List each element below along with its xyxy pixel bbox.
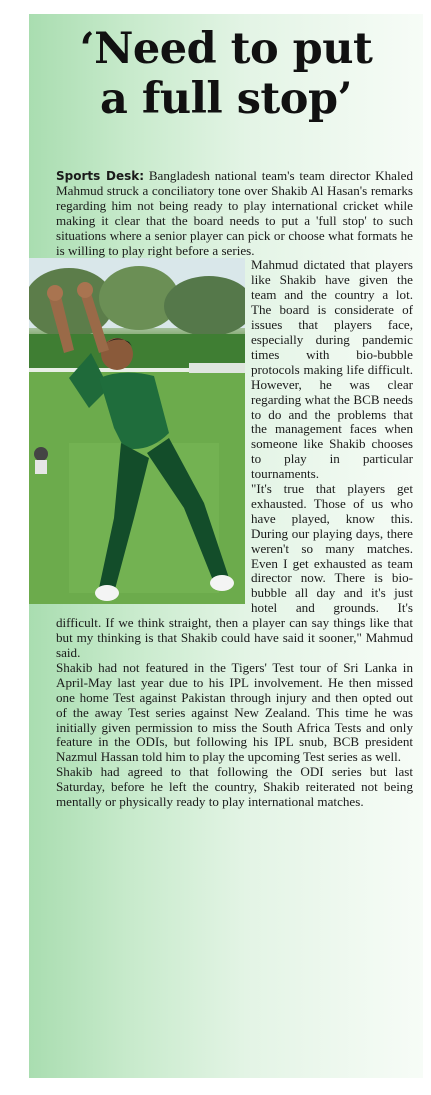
paragraph-1	[56, 169, 413, 258]
paragraph-2	[56, 258, 413, 482]
player-photo-illustration	[29, 258, 245, 604]
headline	[29, 24, 423, 124]
article-body	[56, 169, 413, 810]
paragraph-3: "It's true that players get exhausted. Those of us who have played, know this. During our playing days, there weren't so many matches. Even I get exhausted as team director now. There is bio-bubble all day and it's just hotel and grounds. It's difficult. If we think straight, then a player can say things like that but my thinking is that Shakib could have said it sooner," Mahmud said.	[56, 481, 413, 660]
paragraph-2-text: Mahmud dictated that players like Shakib have given the team and the country a lot. The board is considerate of issues that players face, especially during pandemic times with bio-bubble protocols making life difficult. However, he was clear regarding what the BCB needs to do and the problems that the management faces when someone like Shakib chooses to play in particular tournaments.	[251, 257, 413, 482]
paragraph-1-text: Bangladesh national team's team director Khaled Mahmud struck a conciliatory tone over Shakib Al Hasan's remarks regarding him not being ready to play international cricket while making it clear that the board needs to put a 'full stop' to such situations where a senior player can pick or choose what formats he is willing to play right before a series.	[56, 168, 413, 258]
news-clipping	[29, 14, 423, 1078]
paragraph-5: Shakib had agreed to that following the ODI series but last Saturday, before he left the country, Shakib reiterated not being mentally or physically ready to play international matches.	[56, 764, 413, 810]
headline-line-2: a full stop’	[99, 74, 353, 124]
player-photo	[29, 258, 245, 604]
byline: Sports Desk:	[56, 169, 145, 183]
headline-line-1: ‘Need to put	[79, 24, 373, 74]
paragraph-4: Shakib had not featured in the Tigers' Test tour of Sri Lanka in April-May last year due to his IPL involvement. He then missed one home Test against Pakistan through injury and then opted out of the away Test series against New Zealand. This time he was initially given permission to miss the South Africa Tests and only feature in the ODIs, but following his IPL snub, BCB president Nazmul Hassan told him to play the upcoming Test series as well.	[56, 659, 413, 765]
